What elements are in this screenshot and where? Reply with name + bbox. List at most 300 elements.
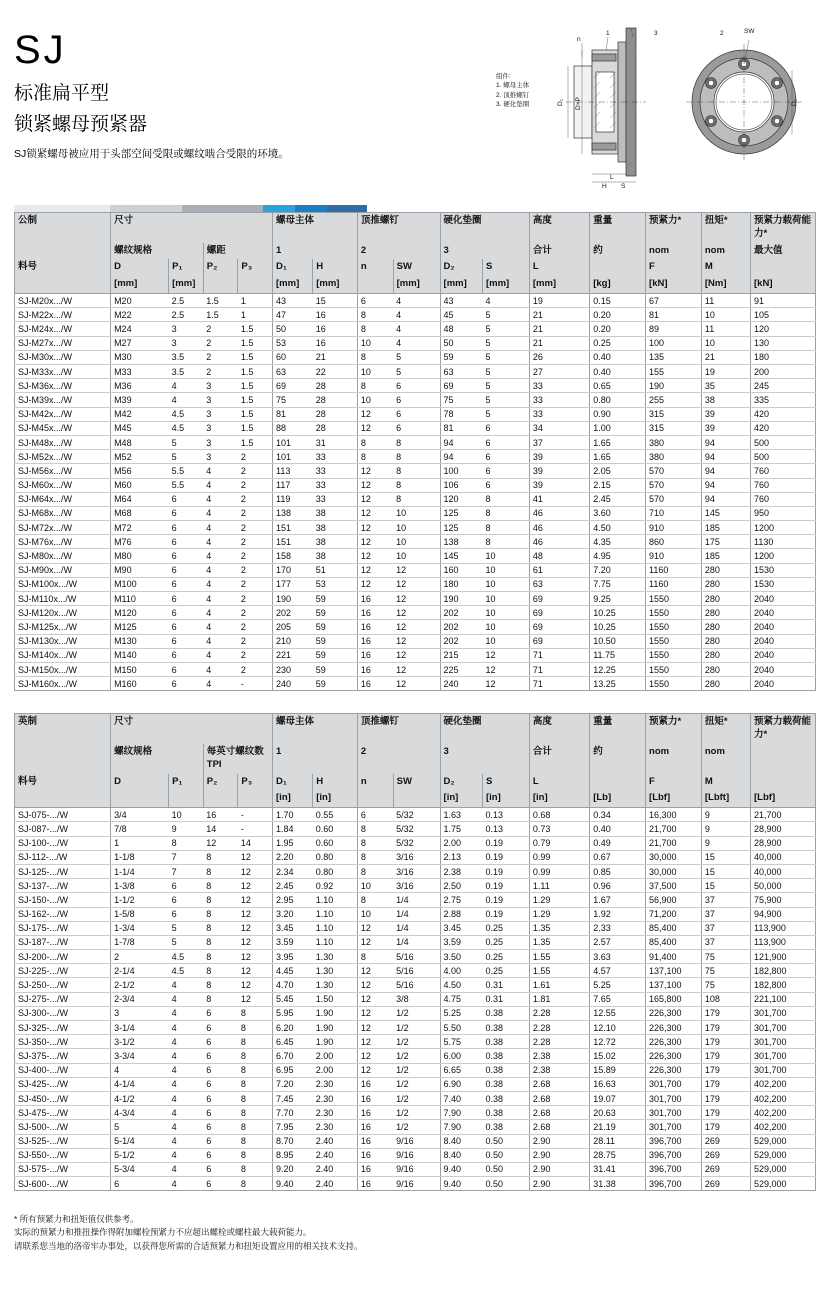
imperial-cell: 1.63	[440, 808, 482, 822]
table-row[interactable]	[15, 521, 816, 535]
metric-col-P2: P₂	[203, 259, 238, 276]
legend-item-2: 2. 顶推螺钉	[496, 91, 530, 99]
table-row[interactable]	[15, 822, 816, 836]
metric-cell: 89	[646, 322, 702, 336]
imperial-header-height: 高度	[529, 714, 589, 744]
imperial-cell: 0.19	[482, 907, 529, 921]
metric-cell: 94	[701, 450, 750, 464]
metric-cell: 6	[169, 577, 204, 591]
table-row[interactable]	[15, 1049, 816, 1063]
imperial-cell: 0.99	[529, 864, 589, 878]
metric-cell: 380	[646, 450, 702, 464]
table-row[interactable]	[15, 1106, 816, 1120]
metric-cell: 910	[646, 549, 702, 563]
metric-cell: M90	[111, 563, 169, 577]
metric-cell: 420	[751, 407, 816, 421]
metric-cell: 16	[313, 308, 358, 322]
page-description: SJ锁紧螺母被应用于头部空间受限或螺纹啮合受限的环境。	[14, 148, 289, 160]
metric-cell: 8	[482, 521, 529, 535]
table-row[interactable]	[15, 1177, 816, 1191]
imperial-cell: 37	[701, 907, 750, 921]
imperial-cell: SJ-275-.../W	[15, 992, 111, 1006]
imperial-unit-D2: [in]	[440, 790, 482, 807]
imperial-cell: 2.75	[440, 893, 482, 907]
table-row[interactable]	[15, 921, 816, 935]
imperial-cell: 6	[111, 1177, 169, 1191]
metric-cell: M24	[111, 322, 169, 336]
imperial-cell: 5/16	[393, 964, 440, 978]
metric-cell: 59	[313, 648, 358, 662]
metric-cell: 39	[701, 421, 750, 435]
table-row[interactable]	[15, 992, 816, 1006]
imperial-cell: 1/4	[393, 893, 440, 907]
metric-cell: 6	[169, 549, 204, 563]
svg-text:3: 3	[654, 30, 658, 37]
imperial-cell: 165,800	[646, 992, 702, 1006]
imperial-cell: 1.75	[440, 822, 482, 836]
metric-cell: 5	[482, 336, 529, 350]
metric-cell: 4	[203, 549, 238, 563]
imperial-cell: 5/32	[393, 808, 440, 822]
metric-cell: 2040	[751, 592, 816, 606]
metric-cell: M60	[111, 478, 169, 492]
table-row[interactable]	[15, 1006, 816, 1020]
metric-cell: 3	[169, 336, 204, 350]
metric-cell: 16	[357, 606, 393, 620]
metric-cell: 4.35	[590, 535, 646, 549]
metric-cell: 4	[203, 492, 238, 506]
metric-cell: 91	[751, 294, 816, 308]
table-row[interactable]	[15, 294, 816, 308]
metric-cell: 210	[273, 634, 313, 648]
metric-cell: 16	[357, 592, 393, 606]
metric-cell: 12	[482, 648, 529, 662]
table-row[interactable]	[15, 620, 816, 634]
metric-cell: M52	[111, 450, 169, 464]
imperial-cell: 0.25	[482, 921, 529, 935]
metric-cell: 0.25	[590, 336, 646, 350]
metric-cell: 0.80	[590, 393, 646, 407]
imperial-cell: 8	[238, 1091, 273, 1105]
svg-text:n: n	[577, 36, 581, 43]
table-row[interactable]	[15, 1134, 816, 1148]
table-row[interactable]	[15, 592, 816, 606]
imperial-cell: 1/2	[393, 1091, 440, 1105]
imperial-col-P2: P₂	[203, 774, 238, 791]
metric-cell: 6	[482, 421, 529, 435]
imperial-cell: 0.31	[482, 992, 529, 1006]
imperial-unit-SW	[393, 790, 440, 807]
metric-cell: 255	[646, 393, 702, 407]
imperial-cell: 226,300	[646, 1049, 702, 1063]
metric-cell: -	[238, 677, 273, 691]
imperial-col-F: F	[646, 774, 702, 791]
metric-cell: 2.15	[590, 478, 646, 492]
imperial-cell: 301,700	[751, 1006, 816, 1020]
metric-cell: 106	[440, 478, 482, 492]
metric-cell: 6	[169, 648, 204, 662]
imperial-unit-n	[357, 790, 393, 807]
imperial-cell: 12	[238, 935, 273, 949]
imperial-cell: 8.40	[440, 1134, 482, 1148]
imperial-cell: 179	[701, 1077, 750, 1091]
table-row[interactable]	[15, 864, 816, 878]
imperial-cell: 0.19	[482, 864, 529, 878]
metric-cell: 7.20	[590, 563, 646, 577]
metric-cell: SJ-M68x.../W	[15, 506, 111, 520]
metric-cell: 59	[313, 662, 358, 676]
imperial-cell: 50,000	[751, 879, 816, 893]
metric-cell: 760	[751, 464, 816, 478]
metric-header-torque: 扭矩*	[701, 213, 750, 243]
metric-cell: 75	[273, 393, 313, 407]
imperial-cell: SJ-450-.../W	[15, 1091, 111, 1105]
imperial-cell: 2.57	[590, 935, 646, 949]
metric-cell: 69	[529, 634, 589, 648]
imperial-table-body	[15, 808, 816, 1191]
imperial-cell: SJ-575-.../W	[15, 1162, 111, 1176]
imperial-cell: 3/8	[393, 992, 440, 1006]
metric-cell: 221	[273, 648, 313, 662]
metric-cell: 138	[273, 506, 313, 520]
imperial-cell: 4	[169, 1006, 204, 1020]
imperial-cell: SJ-375-.../W	[15, 1049, 111, 1063]
imperial-cell: 269	[701, 1134, 750, 1148]
imperial-cell: SJ-200-.../W	[15, 950, 111, 964]
metric-cell: 1160	[646, 577, 702, 591]
table-row[interactable]	[15, 549, 816, 563]
metric-cell: 59	[313, 634, 358, 648]
metric-cell: 180	[751, 350, 816, 364]
imperial-cell: 6	[203, 1134, 238, 1148]
table-row[interactable]	[15, 964, 816, 978]
metric-cell: 2040	[751, 606, 816, 620]
svg-text:D×P: D×P	[575, 97, 582, 110]
imperial-cell: 0.13	[482, 822, 529, 836]
metric-cell: 2040	[751, 648, 816, 662]
imperial-cell: 0.79	[529, 836, 589, 850]
table-row[interactable]	[15, 336, 816, 350]
metric-cell: M64	[111, 492, 169, 506]
metric-header-blank-1	[15, 243, 111, 260]
page-subtitle-2: 锁紧螺母预紧器	[14, 114, 148, 135]
metric-cell: 46	[529, 521, 589, 535]
table-row[interactable]	[15, 464, 816, 478]
imperial-cell: 0.50	[482, 1162, 529, 1176]
metric-cell: 50	[273, 322, 313, 336]
metric-cell: 67	[646, 294, 702, 308]
table-row[interactable]	[15, 322, 816, 336]
table-row[interactable]	[15, 1091, 816, 1105]
metric-cell: 39	[529, 478, 589, 492]
imperial-col-D: D	[111, 774, 169, 791]
imperial-cell: 8	[357, 864, 393, 878]
imperial-cell: 1-3/4	[111, 921, 169, 935]
metric-cell: 1.5	[203, 294, 238, 308]
metric-cell: 4	[203, 606, 238, 620]
metric-cell: SJ-M60x.../W	[15, 478, 111, 492]
imperial-cell: 1-1/2	[111, 893, 169, 907]
metric-cell: 11.75	[590, 648, 646, 662]
imperial-cell: 7.70	[273, 1106, 313, 1120]
imperial-cell: 4	[169, 1077, 204, 1091]
table-row[interactable]	[15, 935, 816, 949]
colorbar-seg-6	[327, 205, 367, 212]
metric-cell: 12	[393, 620, 440, 634]
table-row[interactable]	[15, 1021, 816, 1035]
metric-cell: 3	[203, 393, 238, 407]
metric-cell: 38	[313, 506, 358, 520]
metric-cell: 12	[357, 464, 393, 478]
imperial-cell: 85,400	[646, 921, 702, 935]
metric-cell: SJ-M125x.../W	[15, 620, 111, 634]
table-row[interactable]	[15, 606, 816, 620]
imperial-cell: SJ-137-.../W	[15, 879, 111, 893]
metric-cell: 6	[169, 535, 204, 549]
metric-header-preload: 预紧力*	[646, 213, 702, 243]
imperial-cell: 31.38	[590, 1177, 646, 1191]
metric-cell: M80	[111, 549, 169, 563]
metric-cell: M100	[111, 577, 169, 591]
table-row[interactable]	[15, 907, 816, 921]
metric-cell: 35	[701, 379, 750, 393]
imperial-cell: 2.90	[529, 1148, 589, 1162]
metric-unit-S: [mm]	[482, 276, 529, 293]
table-row[interactable]	[15, 648, 816, 662]
metric-cell: 16	[357, 634, 393, 648]
table-row[interactable]	[15, 506, 816, 520]
metric-header-body: 螺母主体	[273, 213, 358, 243]
imperial-cell: 9.40	[273, 1177, 313, 1191]
imperial-cell: 8	[238, 1021, 273, 1035]
imperial-cell: 226,300	[646, 1063, 702, 1077]
metric-header-washer: 硬化垫圈	[440, 213, 529, 243]
metric-unit-D: [mm]	[111, 276, 169, 293]
metric-cell: 1.5	[238, 435, 273, 449]
imperial-cell: 8	[238, 1106, 273, 1120]
metric-cell: 2.5	[169, 308, 204, 322]
table-row[interactable]	[15, 535, 816, 549]
imperial-cell: 2-1/2	[111, 978, 169, 992]
technical-drawing	[496, 10, 816, 190]
metric-cell: 46	[529, 506, 589, 520]
table-row[interactable]	[15, 365, 816, 379]
metric-cell: SJ-M27x.../W	[15, 336, 111, 350]
imperial-cell: 137,100	[646, 978, 702, 992]
metric-cell: M76	[111, 535, 169, 549]
metric-cell: 1200	[751, 549, 816, 563]
metric-cell: 113	[273, 464, 313, 478]
imperial-cell: 6	[203, 1006, 238, 1020]
imperial-cell: 16	[357, 1177, 393, 1191]
metric-cell: 6	[169, 521, 204, 535]
metric-cell: 21	[529, 322, 589, 336]
imperial-cell: 21,700	[646, 836, 702, 850]
metric-cell: 10	[357, 365, 393, 379]
table-row[interactable]	[15, 634, 816, 648]
table-row[interactable]	[15, 1162, 816, 1176]
table-row[interactable]	[15, 393, 816, 407]
metric-cell: 4	[393, 336, 440, 350]
imperial-cell: 4	[169, 1035, 204, 1049]
metric-cell: 4	[482, 294, 529, 308]
metric-cell: 63	[529, 577, 589, 591]
metric-cell: 8	[357, 450, 393, 464]
imperial-cell: 301,700	[646, 1106, 702, 1120]
imperial-cell: 4	[169, 992, 204, 1006]
metric-cell: 1.65	[590, 450, 646, 464]
imperial-cell: 12	[238, 893, 273, 907]
metric-cell: 71	[529, 662, 589, 676]
imperial-cell: 1.50	[313, 992, 358, 1006]
imperial-cell: 3/16	[393, 864, 440, 878]
imperial-cell: 6	[203, 1177, 238, 1191]
metric-cell: 2	[238, 662, 273, 676]
imperial-cell: 6	[203, 1021, 238, 1035]
metric-cell: M36	[111, 379, 169, 393]
table-row[interactable]	[15, 421, 816, 435]
metric-cell: 155	[646, 365, 702, 379]
table-row[interactable]	[15, 379, 816, 393]
imperial-cell: 16	[357, 1148, 393, 1162]
imperial-cell: 0.73	[529, 822, 589, 836]
metric-cell: 130	[751, 336, 816, 350]
imperial-col-P3: P₃	[238, 774, 273, 791]
imperial-cell: 6.95	[273, 1063, 313, 1077]
imperial-cell: 5.50	[440, 1021, 482, 1035]
table-row[interactable]	[15, 478, 816, 492]
imperial-cell: 40,000	[751, 864, 816, 878]
table-row[interactable]	[15, 1063, 816, 1077]
metric-cell: 1550	[646, 606, 702, 620]
metric-col-D1: D₁	[273, 259, 313, 276]
metric-cell: 12	[482, 677, 529, 691]
table-row[interactable]	[15, 407, 816, 421]
metric-cell: 4.95	[590, 549, 646, 563]
imperial-cell: 2.33	[590, 921, 646, 935]
metric-cell: M140	[111, 648, 169, 662]
imperial-cell: 10	[169, 808, 204, 822]
imperial-cell: 40,000	[751, 850, 816, 864]
metric-header-screw-num: 2	[357, 243, 440, 260]
metric-cell: 8	[393, 492, 440, 506]
metric-cell: 34	[529, 421, 589, 435]
metric-cell: 3	[203, 421, 238, 435]
imperial-cell: 7.65	[590, 992, 646, 1006]
table-row[interactable]	[15, 893, 816, 907]
imperial-cell: 12	[238, 950, 273, 964]
imperial-cell: 8	[357, 850, 393, 864]
imperial-cell: 28.75	[590, 1148, 646, 1162]
imperial-cell: 1.10	[313, 921, 358, 935]
table-row[interactable]	[15, 1035, 816, 1049]
metric-cell: 5	[482, 365, 529, 379]
imperial-cell: 6	[203, 1162, 238, 1176]
imperial-cell: 1.90	[313, 1006, 358, 1020]
imperial-cell: 1.61	[529, 978, 589, 992]
imperial-cell: 5.25	[590, 978, 646, 992]
table-row[interactable]	[15, 978, 816, 992]
metric-cell: 6	[393, 379, 440, 393]
table-row[interactable]	[15, 879, 816, 893]
imperial-cell: 2.95	[273, 893, 313, 907]
table-row[interactable]	[15, 662, 816, 676]
imperial-cell: SJ-425-.../W	[15, 1077, 111, 1091]
table-row[interactable]	[15, 350, 816, 364]
imperial-cell: 15	[701, 879, 750, 893]
metric-cell: 10	[393, 506, 440, 520]
table-row[interactable]	[15, 492, 816, 506]
table-row[interactable]	[15, 563, 816, 577]
metric-cell: 12	[357, 563, 393, 577]
table-row[interactable]	[15, 435, 816, 449]
metric-cell: 19	[529, 294, 589, 308]
table-row[interactable]	[15, 836, 816, 850]
imperial-cell: 1/2	[393, 1021, 440, 1035]
table-row[interactable]	[15, 1148, 816, 1162]
imperial-cell: 12	[238, 907, 273, 921]
imperial-cell: 30,000	[646, 864, 702, 878]
imperial-cell: 1-7/8	[111, 935, 169, 949]
table-row[interactable]	[15, 1077, 816, 1091]
imperial-cell: 269	[701, 1177, 750, 1191]
metric-cell: 48	[440, 322, 482, 336]
imperial-cell: 7	[169, 850, 204, 864]
imperial-cell: 396,700	[646, 1162, 702, 1176]
metric-cell: 2	[238, 620, 273, 634]
imperial-cell: 402,200	[751, 1120, 816, 1134]
metric-cell: 51	[313, 563, 358, 577]
metric-cell: 2	[238, 464, 273, 478]
imperial-cell: 0.50	[482, 1134, 529, 1148]
imperial-cell: 4-1/4	[111, 1077, 169, 1091]
table-row[interactable]	[15, 1120, 816, 1134]
table-row[interactable]	[15, 850, 816, 864]
metric-cell: 71	[529, 648, 589, 662]
metric-cell: 245	[751, 379, 816, 393]
metric-cell: 88	[273, 421, 313, 435]
metric-cell: 12	[357, 577, 393, 591]
metric-cell: 5	[482, 322, 529, 336]
imperial-cell: 301,700	[646, 1091, 702, 1105]
table-row[interactable]	[15, 450, 816, 464]
metric-cell: 185	[701, 549, 750, 563]
metric-cell: 4	[203, 634, 238, 648]
metric-cell: 8	[357, 435, 393, 449]
imperial-cell: 9.40	[440, 1162, 482, 1176]
metric-unit-H: [mm]	[313, 276, 358, 293]
metric-unit-M: [Nm]	[701, 276, 750, 293]
imperial-cell: 9/16	[393, 1162, 440, 1176]
table-row[interactable]	[15, 808, 816, 822]
metric-col-L: L	[529, 259, 589, 276]
imperial-cell: 4-1/2	[111, 1091, 169, 1105]
metric-cell: 202	[440, 606, 482, 620]
imperial-cell: SJ-187-.../W	[15, 935, 111, 949]
imperial-cell: 12	[357, 1006, 393, 1020]
metric-cell: 81	[440, 421, 482, 435]
imperial-cell: 12	[238, 864, 273, 878]
table-row[interactable]	[15, 677, 816, 691]
table-row[interactable]	[15, 308, 816, 322]
imperial-cell: 0.49	[590, 836, 646, 850]
metric-col-SW: SW	[393, 259, 440, 276]
metric-cell: 1530	[751, 577, 816, 591]
table-row[interactable]	[15, 577, 816, 591]
table-row[interactable]	[15, 950, 816, 964]
metric-col-M: M	[701, 259, 750, 276]
metric-cell: 8	[357, 379, 393, 393]
